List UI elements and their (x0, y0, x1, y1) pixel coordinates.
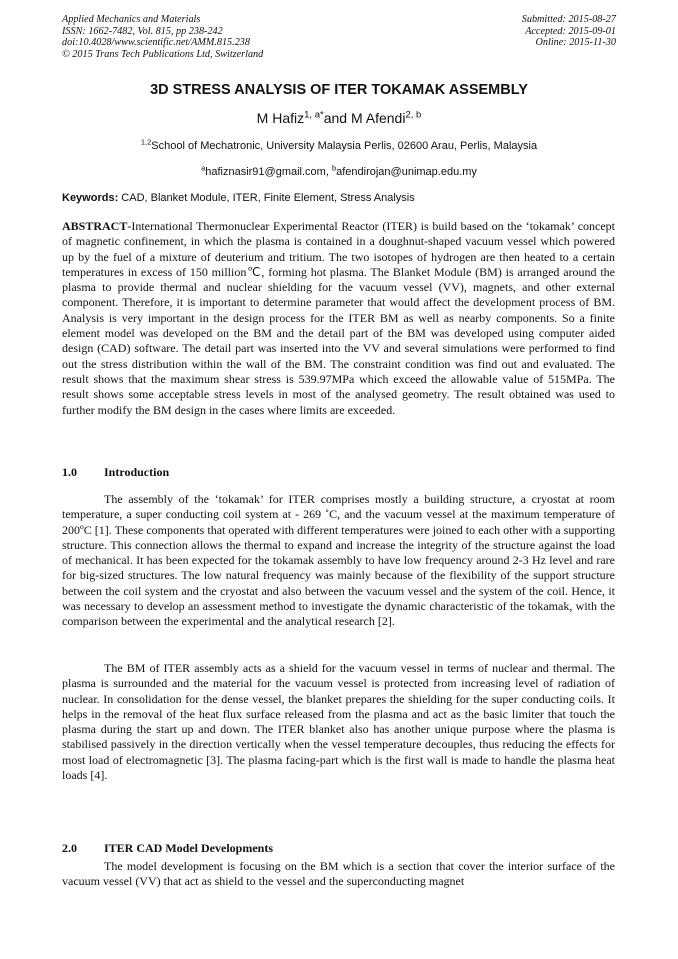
section-heading-introduction (62, 465, 169, 480)
paper-title: 3D STRESS ANALYSIS OF ITER TOKAMAK ASSEMBLY (150, 82, 528, 98)
section-title: Introduction (104, 465, 170, 479)
copyright-line: © 2015 Trans Tech Publications Ltd, Switzerland (62, 48, 264, 60)
author-2-sup: 2, b (405, 109, 422, 121)
author-1: M Hafiz (256, 110, 305, 126)
intro-paragraph-2: The BM of ITER assembly acts as a shield for the vacuum vessel in terms of nuclear and thermal. The plasma is surrounded and the material for the vacuum vessel is protected from increasing level of radiation of nuclear. In consolidation for the dense vessel, the blanket prepares the shielding for the super conducting coils. It helps in the removal of the heat flux surface released from the plasma and act as the basic limiter that touch the plasma during the start up and down. The ITER blanket also has another unique purpose where the plasma is stabilised passively in the direction vertically when the vessel temperature decouples, thus reducing the effects for most load of electromagnetic [3]. The plasma facing-part which is the first wall is made to handle the plasma heat loads [4]. (62, 661, 615, 783)
section-title: ITER CAD Model Developments (104, 841, 273, 855)
author-joiner: and M Afendi (323, 110, 406, 126)
author-1-sup: 1, a* (304, 109, 324, 121)
cad-paragraph-1: The model development is focusing on the BM which is a section that cover the interior surface of the vacuum vessel (VV) that act as shield to the vessel and the superconducting magnet (62, 859, 615, 889)
email-b-sup: b (331, 163, 337, 173)
journal-header-left (62, 14, 263, 60)
intro-paragraph-1: The assembly of the ‘tokamak’ for ITER comprises mostly a building structure, a cryostat at room temperature, a super conducting coil system at - 269 ˚C, and the vacuum vessel at the maximum temperature of 200ºC [1]. These components that operated with different temperatures were joined to each other with a supporting structure. This connection allows the thermal to expand and increase the integrity of the structure against the load of mechanical. It has been expected for the tokamak assembly to have low frequency around 2-3 Hz level and rare for big-sized structures. The low natural frequency was mainly because of the flexibility of the support structure between the coil system and the cryostat and also between the vacuum vessel and the system of the coil. Hence, it was necessary to develop an assessment method to investigate the dynamic characteristic of the tokamak, with the comparison between the experimental and the analytical research [2]. (62, 492, 615, 629)
keywords-text: CAD, Blanket Module, ITER, Finite Element, Stress Analysis (118, 192, 415, 204)
section-number: 1.0 (62, 465, 77, 479)
abstract-label: ABSTRACT (62, 219, 128, 233)
doi-line[interactable]: doi:10.4028/www.scientific.net/AMM.815.238 (62, 37, 250, 49)
affiliation (0, 137, 678, 152)
abstract-text: -International Thermonuclear Experimental Reactor (ITER) is build based on the ‘tokamak’ concept of magnetic confinement, in which the plasma is contained in a doughnut-shaped vacuum vessel which powered up by the fuel of a mixture of deuterium and tritium. The two isotopes of hydrogen are then heated to a certain temperatures in excess of 150 million℃, forming hot plasma. The Blanket Module (BM) is arranged around the plasma to provide thermal and nuclear shielding for the vacuum vessel (VV), magnets, and other external component. Therefore, it is important to determine parameter that would affect the development process of BM. Analysis is very important in the design process for the ITER BM as well as nearby components. So a finite element model was developed on the BM and the detail part of the BM was developed using computer aided design (CAD) software. The detail part was inserted into the VV and several simulations were performed to find out the stress distribution within the wall of the BM. The constraint condition was find out and evaluated. The result shows that the maximum shear stress is 539.97MPa which exceed the allowable value of 515MPa. The result shows some acceptable stress levels in most of the analysed geometry. The result obtained was used to further modify the BM design in the cases where limits are exceeded. (62, 219, 615, 417)
author-line (0, 110, 678, 126)
online-date: Online: 2015-11-30 (535, 37, 616, 49)
keywords-label: Keywords: (62, 192, 119, 204)
email-a-sup: a (201, 163, 206, 173)
keywords (62, 192, 622, 204)
abstract (62, 219, 615, 418)
section-number: 2.0 (62, 841, 77, 855)
email-b[interactable]: afendirojan@unimap.edu.my (336, 166, 477, 178)
journal-header-right (522, 14, 616, 49)
email-line (0, 163, 678, 178)
issn-line: ISSN: 1662-7482, Vol. 815, pp 238-242 (62, 25, 223, 37)
accepted-date: Accepted: 2015-09-01 (525, 25, 616, 37)
submitted-date: Submitted: 2015-08-27 (521, 14, 616, 25)
affiliation-text: School of Mechatronic, University Malaysia Perlis, 02600 Arau, Perlis, Malaysia (151, 140, 538, 152)
journal-name: Applied Mechanics and Materials (62, 14, 201, 25)
email-a[interactable]: hafiznasir91@gmail.com, (205, 166, 332, 178)
section-heading-cad-model (62, 841, 273, 856)
affiliation-sup: 1,2 (140, 137, 152, 147)
